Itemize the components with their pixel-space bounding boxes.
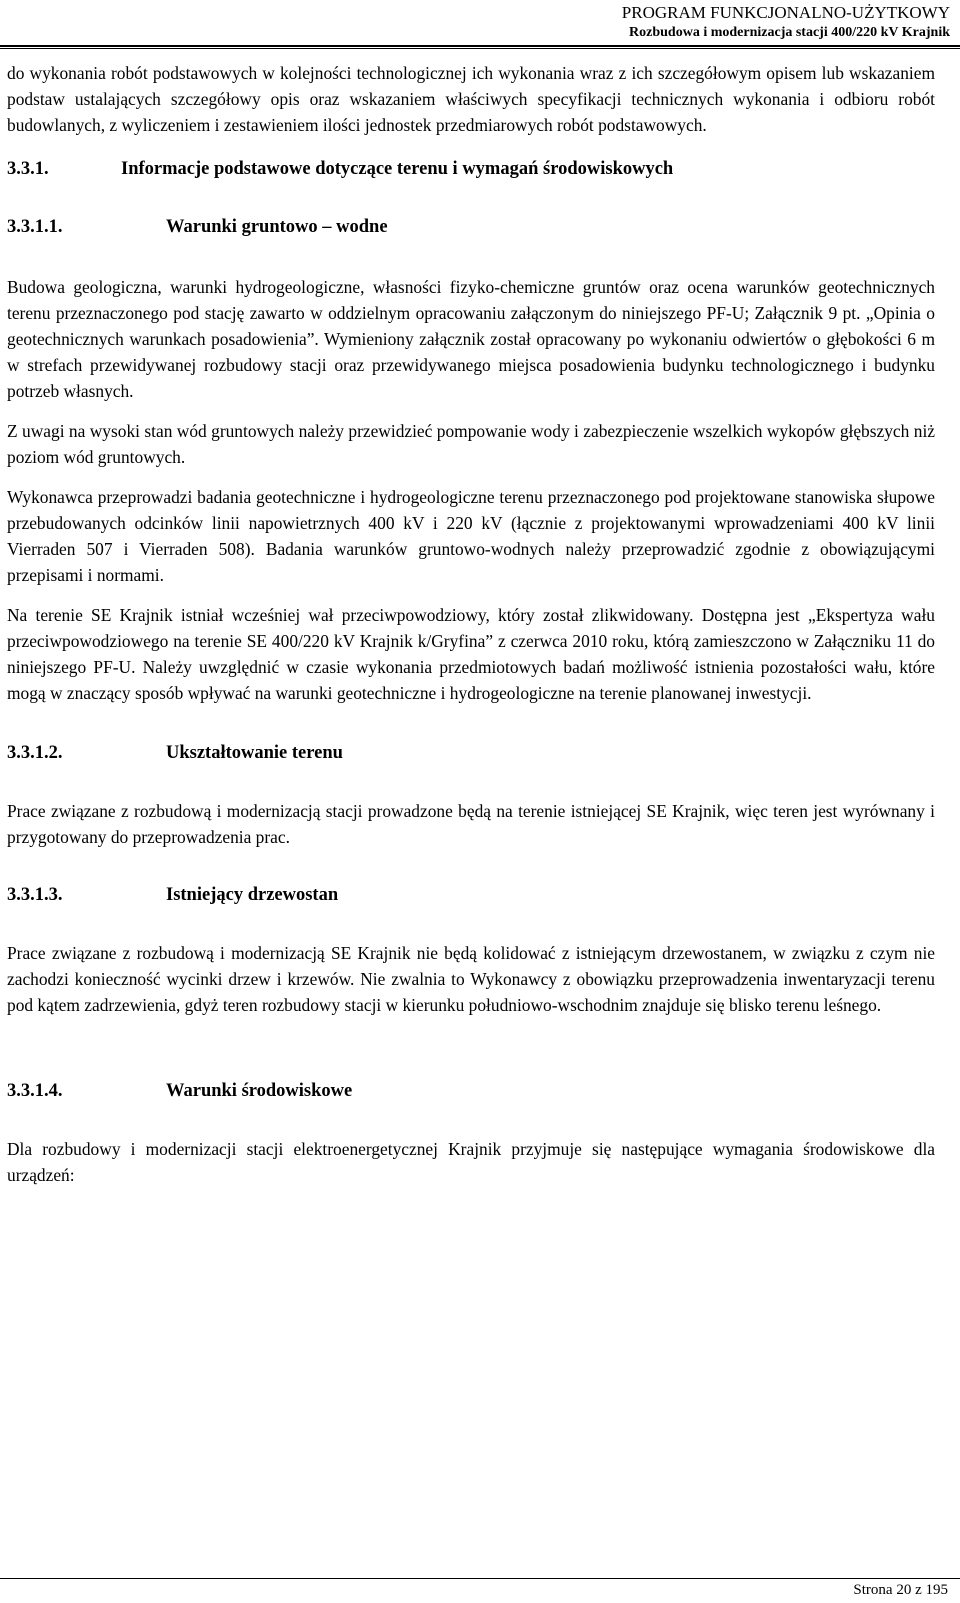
section-number: 3.3.1.2. (7, 743, 63, 763)
section-title: Ukształtowanie terenu (166, 743, 343, 763)
page-number: Strona 20 z 195 (853, 1582, 948, 1598)
section-number: 3.3.1.3. (7, 885, 63, 905)
paragraph-geology: Budowa geologiczna, warunki hydrogeologiczne, własności fizyko-chemiczne gruntów oraz ocena warunków geotechnicznych terenu przeznaczonego pod stację zawarto w oddzielnym opracowaniu załączonym do niniejszego PF-U; Załącznik 9 pt. „Opinia o geotechnicznych warunkach posadowienia”. Wymieniony załącznik został opracowany po wykonaniu odwiertów o głębokości 6 m w strefach przewidywanej rozbudowy stacji oraz przewidywanego miejsca posadowienia budynku technologicznego i budynku potrzeb własnych. (7, 277, 935, 401)
section-title: Istniejący drzewostan (166, 885, 339, 905)
document-body (7, 60, 935, 1202)
section-title: Informacje podstawowe dotyczące terenu i wymagań środowiskowych (121, 159, 674, 179)
section-number: 3.3.1.1. (7, 217, 63, 237)
section-heading-3-3-1 (7, 156, 935, 182)
section-heading-3-3-1-4 (7, 1078, 935, 1104)
section-title: Warunki środowiskowe (166, 1081, 353, 1101)
section-title: Warunki gruntowo – wodne (166, 217, 388, 237)
header-subtitle: Rozbudowa i modernizacja stacji 400/220 kV Krajnik (629, 25, 950, 40)
footer-divider (0, 1578, 960, 1579)
paragraph-environment: Dla rozbudowy i modernizacji stacji elektroenergetycznej Krajnik przyjmuje się następujące wymagania środowiskowe dla urządzeń: (7, 1139, 935, 1185)
header-divider-thin (0, 48, 960, 49)
header-title: PROGRAM FUNKCJONALNO-UŻYTKOWY (621, 3, 950, 22)
section-heading-3-3-1-1 (7, 214, 935, 240)
paragraph-trees: Prace związane z rozbudową i modernizacją SE Krajnik nie będą kolidować z istniejącym drzewostanem, w związku z czym nie zachodzi konieczność wycinki drzew i krzewów. Nie zwalnia to Wykonawcy z obowiązku przeprowadzenia inwentaryzacji terenu pod kątem zadrzewienia, gdyż teren rozbudowy stacji w kierunku południowo-wschodnim znajduje się blisko terenu leśnego. (7, 943, 935, 1015)
section-number: 3.3.1.4. (7, 1081, 63, 1101)
intro-paragraph: do wykonania robót podstawowych w kolejności technologicznej ich wykonania wraz z ich szczegółowym opisem lub wskazaniem podstaw ustalających szczegółowy opis oraz wskazaniem właściwych specyfikacji technicznych wykonania i odbioru robót budowlanych, z wyliczeniem i zestawieniem ilości jednostek przedmiarowych robót podstawowych. (7, 63, 935, 135)
section-heading-3-3-1-3 (7, 882, 935, 908)
section-heading-3-3-1-2 (7, 740, 935, 766)
paragraph-flood-embankment: Na terenie SE Krajnik istniał wcześniej wał przeciwpowodziowy, który został zlikwidowany. Dostępna jest „Ekspertyza wału przeciwpowodziowego na terenie SE 400/220 kV Krajnik k/Gryfina” z czerwca 2010 roku, którą zamieszczono w Załączniku 11 do niniejszego PF-U. Należy uwzględnić w czasie wykonania przedmiotowych badań możliwość istnienia pozostałości wału, które mogą w znaczący sposób wpływać na warunki geotechniczne i hydrogeologiczne na terenie planowanej inwestycji. (7, 605, 935, 703)
paragraph-terrain: Prace związane z rozbudową i modernizacją stacji prowadzone będą na terenie istniejącej SE Krajnik, więc teren jest wyrównany i przygotowany do przeprowadzenia prac. (7, 801, 935, 847)
paragraph-contractor-surveys: Wykonawca przeprowadzi badania geotechniczne i hydrogeologiczne terenu przeznaczonego pod projektowane stanowiska słupowe przebudowanych odcinków linii napowietrznych 400 kV i 220 kV (łącznie z projektowanymi wprowadzeniami 400 kV linii Vierraden 507 i Vierraden 508). Badania warunków gruntowo-wodnych należy przeprowadzić zgodnie z obowiązującymi przepisami i normami. (7, 487, 935, 585)
section-number: 3.3.1. (7, 159, 49, 179)
paragraph-groundwater: Z uwagi na wysoki stan wód gruntowych należy przewidzieć pompowanie wody i zabezpieczenie wszelkich wykopów głębszych niż poziom wód gruntowych. (7, 421, 935, 467)
page-header (250, 0, 950, 42)
header-divider (0, 45, 960, 47)
